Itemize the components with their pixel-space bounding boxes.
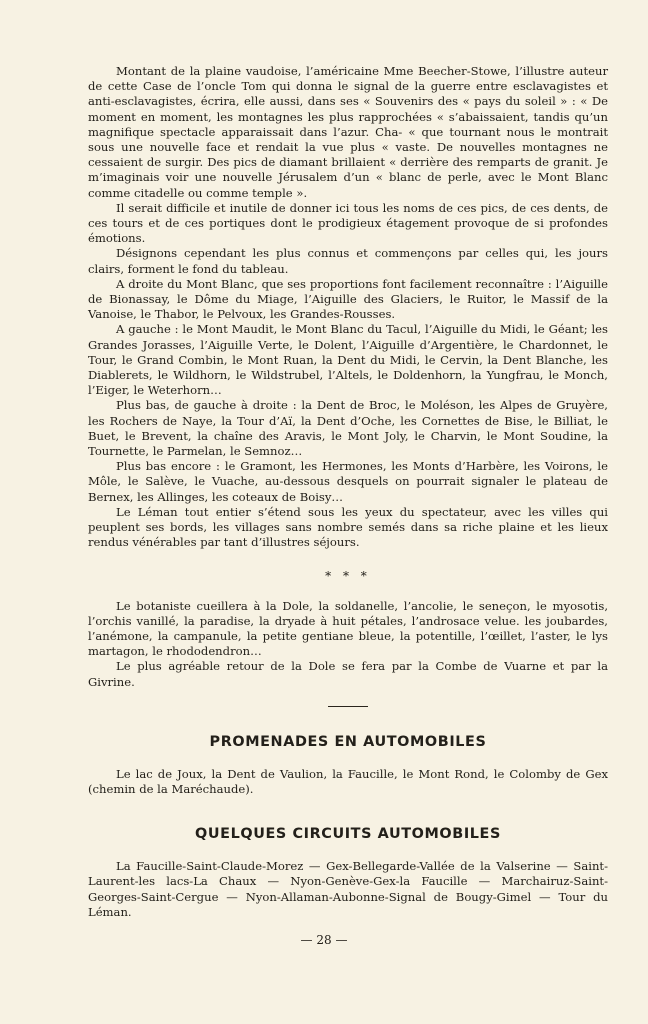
paragraph-circuits: La Faucille-Saint-Claude-Morez — Gex-Bellegarde-Vallée de la Valserine — Saint-Laurent-les lacs-La Chaux — Nyon-Genève-Gex-la Faucille — Marchairuz-Saint-Georges-Saint-Cergue — Nyon-Allaman-Aubonne-Signal de Bougy-Gimel — Tour du Léman.: [88, 859, 608, 919]
paragraph-plus-bas: Plus bas, de gauche à droite : la Dent de Broc, le Moléson, les Alpes de Gruyère, les Rochers de Naye, la Tour d’Aï, la Dent d’Oche, les Cornettes de Bise, le Billiat, le Buet, le Brevent, la chaîne des Aravis, le Mont Joly, le Charvin, le Mont Soudine, la Tournette, le Parmelan, le Semnoz…: [88, 398, 608, 459]
paragraph-a-droite: A droite du Mont Blanc, que ses proportions font facilement reconnaître : l’Aiguille de Bionassay, le Dôme du Miage, l’Aiguille des Glaciers, le Ruitor, le Massif de la Vanoise, le Thabor, le Pelvoux, les Grandes-Rousses.: [88, 276, 608, 322]
heading-circuits: QUELQUES CIRCUITS AUTOMOBILES: [195, 826, 501, 843]
paragraph-promenades: Le lac de Joux, la Dent de Vaulion, la Faucille, le Mont Rond, le Colomby de Gex (chemin de la Maréchaude).: [88, 766, 608, 796]
paragraph-a-gauche: A gauche : le Mont Maudit, le Mont Blanc du Tacul, l’Aiguille du Midi, le Géant; les Grandes Jorasses, l’Aiguille Verte, le Dolent, l’Aiguille d’Argentière, le Chardonnet, le Tour, le Grand Combin, le Mont Ruan, la Dent du Midi, le Cervin, la Dent Blanche, les Diablerets, le Wildhorn, le Wildstrubel, l’Altels, le Doldenhorn, la Yungfrau, le Monch, l’Eiger, le Weterhorn…: [88, 322, 608, 398]
page-number: — 28 —: [300, 933, 348, 947]
paragraph-leman: Le Léman tout entier s’étend sous les yeux du spectateur, avec les villes qui peuplent ses bords, les villages sans nombre semés dans sa riche plaine et les lieux rendus vénérables par tant d’illustres séjours.: [88, 504, 608, 550]
main-text: [88, 64, 608, 920]
heading-promenades: PROMENADES EN AUTOMOBILES: [209, 733, 487, 750]
paragraph-plus-bas-encore: Plus bas encore : le Gramont, les Hermones, les Monts d’Harbère, les Voirons, le Môle, le Salève, le Vuache, au-dessous desquels on pourrait signaler le plateau de Bernex, les Allinges, les coteaux de Boisy…: [88, 459, 608, 504]
paragraph-beecher-stowe: Montant de la plaine vaudoise, l’américaine Mme Beecher-Stowe, l’illustre auteur de cette Case de l’oncle Tom qui donna le signal de la guerre entre esclavagistes et anti-esclavagistes, écrira, elle aussi, dans ses « Souvenirs des « pays du soleil » : « De moment en moment, les montagnes les plus rapprochées « s’abaissaient, tandis qu’un magnifique spectacle apparaissait dans l’azur. Cha- « que tournant nous le montrait sous une nouvelle face et rendait la vue plus « vaste. De nouvelles montagnes ne cessaient de surgir. Des pics de diamant brillaient « derrière des remparts de granit. Je m’imaginais voir une nouvelle Jérusalem d’un « blanc de perle, avec le Mont Blanc comme citadelle ou comme temple ».: [88, 64, 608, 200]
paragraph-retour-dole: Le plus agréable retour de la Dole se fera par la Combe de Vuarne et par la Givrine.: [88, 659, 608, 689]
paragraph-designons: Désignons cependant les plus connus et commençons par celles qui, les jours clairs, forment le fond du tableau.: [88, 246, 608, 276]
section-divider-stars: * * *: [325, 568, 371, 583]
paragraph-noms-des-pics: Il serait difficile et inutile de donner ici tous les noms de ces pics, de ces dents, de ces tours et de ces portiques dont le prodigieux étagement provoque de si profondes émotions.: [88, 200, 608, 246]
horizontal-rule: [328, 706, 368, 707]
paragraph-botaniste: Le botaniste cueillera à la Dole, la soldanelle, l’ancolie, le seneçon, le myosotis, l’orchis vanillé, la paradise, la dryade à huit pétales, l’androsace velue. les joubardes, l’anémone, la campanule, la petite gentiane bleue, la potentille, l’œillet, l’aster, le lys martagon, le rhododendron…: [88, 598, 608, 659]
